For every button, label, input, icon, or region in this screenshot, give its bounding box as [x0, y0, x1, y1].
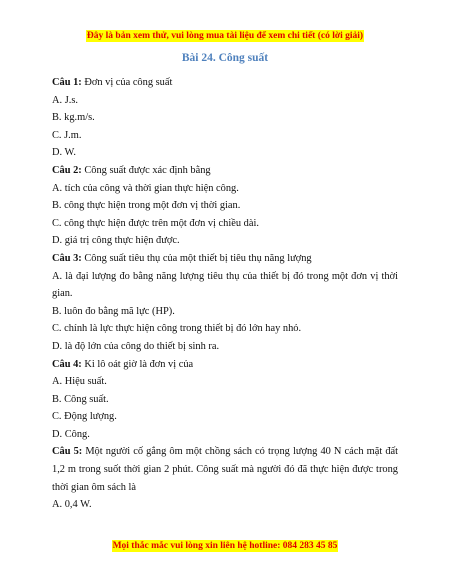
- option: C. chính là lực thực hiện công trong thiết bị đó lớn hay nhỏ.: [52, 323, 302, 335]
- question-text: Ki lô oát giờ là đơn vị của: [81, 358, 194, 370]
- option: A. 0,4 W.: [52, 499, 92, 511]
- option: D. giá trị công thực hiện được.: [52, 235, 180, 247]
- question-label: Câu 3:: [52, 252, 82, 264]
- option: A. là đại lượng đo bằng năng lượng tiêu thụ của thiết bị đó trong một đơn vị thời gian.: [52, 270, 398, 300]
- option: A. Hiệu suất.: [52, 376, 107, 388]
- option: C. Động lượng.: [52, 411, 117, 423]
- option: C. J.m.: [52, 129, 82, 141]
- option: C. công thực hiện được trên một đơn vị chiều dài.: [52, 217, 259, 229]
- question-text: Đơn vị của công suất: [81, 77, 173, 88]
- preview-notice-text: Đây là bản xem thử, vui lòng mua tài liệu để xem chi tiết (có lời giải): [86, 31, 364, 41]
- question-4: [52, 356, 398, 374]
- option: B. luôn đo bằng mã lực (HP).: [52, 305, 175, 317]
- question-1: [52, 74, 398, 92]
- question-text: Công suất tiêu thụ của một thiết bị tiêu thụ năng lượng: [81, 252, 312, 264]
- question-text: Công suất được xác định bằng: [81, 164, 211, 176]
- question-label: Câu 1:: [52, 77, 82, 88]
- option: B. kg.m/s.: [52, 112, 95, 124]
- lesson-title: Bài 24. Công suất: [181, 52, 269, 64]
- question-3: [52, 250, 398, 268]
- preview-notice: [0, 25, 450, 43]
- question-2: [52, 162, 398, 180]
- question-label: Câu 4:: [52, 358, 82, 370]
- question-label: Câu 5:: [52, 446, 83, 458]
- question-list: [52, 74, 398, 514]
- option: D. W.: [52, 147, 76, 159]
- option: B. công thực hiện trong một đơn vị thời gian.: [52, 200, 241, 212]
- option: B. Công suất.: [52, 393, 109, 405]
- option: D. Công.: [52, 428, 90, 440]
- option: A. J.s.: [52, 94, 78, 106]
- question-text: Một người cố gắng ôm một chồng sách có trọng lượng 40 N cách mặt đất 1,2 m trong suốt thời gian 2 phút. Công suất mà người đó đã thực hiện được trong thời gian ôm sách là: [52, 446, 399, 493]
- question-5: [52, 443, 398, 496]
- question-label: Câu 2:: [52, 164, 82, 176]
- option: A. tích của công và thời gian thực hiện công.: [52, 182, 239, 194]
- option: D. là độ lớn của công do thiết bị sinh ra.: [52, 340, 220, 352]
- hotline-notice-text: Mọi thắc mắc vui lòng xin liên hệ hotline: 084 283 45 85: [112, 541, 338, 551]
- hotline-notice: [0, 535, 450, 553]
